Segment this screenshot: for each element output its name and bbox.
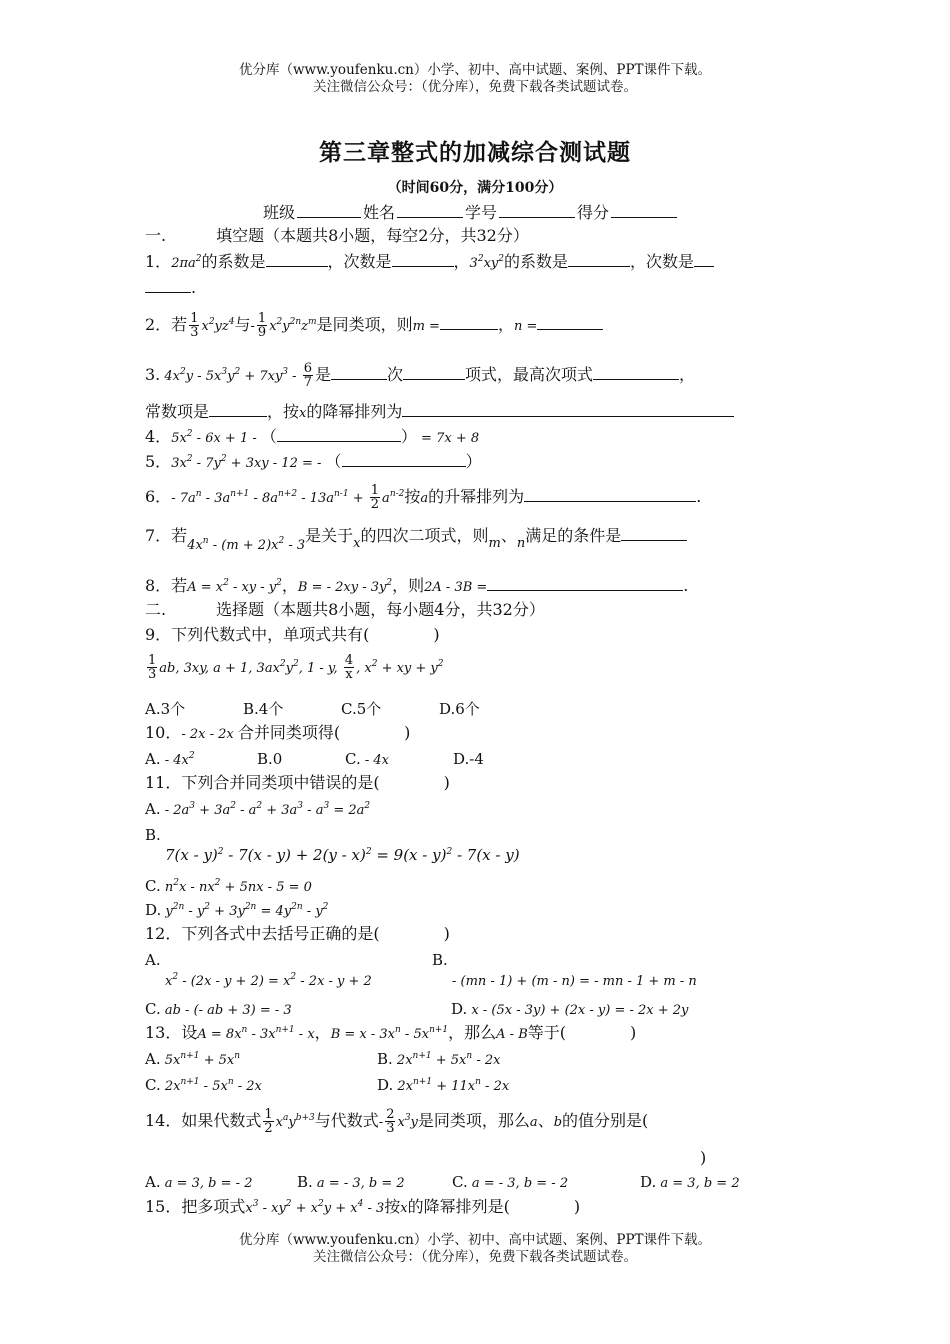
q1-blank-4[interactable]	[694, 252, 714, 267]
question-1: 1．$2\pi a^2$的系数是 ，次数是 ，$3^2xy^2$的系数是 ，次数是	[145, 252, 714, 274]
q14-option-c[interactable]: C. a = - 3, b = - 2	[452, 1173, 569, 1191]
q12-option-a[interactable]: A. $x^2 - (2x - y + 2) = x^2 - 2x - y + 2$	[145, 951, 372, 989]
info-class-blank[interactable]	[297, 203, 361, 218]
section-1-title: 填空题（本题共8小题，每空2分，共32分）	[216, 226, 529, 245]
footer-line-2: 关注微信公众号：（优分库），免费下载各类试题试卷。	[313, 1249, 637, 1265]
section-1-heading	[145, 226, 529, 246]
q3-blank-top-term[interactable]	[593, 365, 679, 380]
page-subtitle: （时间60分，满分100分）	[387, 180, 563, 196]
q10-option-d[interactable]: D.-4	[453, 750, 484, 768]
q9-option-c[interactable]: C.5个	[341, 700, 382, 718]
student-info-row	[263, 200, 679, 223]
q5-blank[interactable]	[342, 452, 466, 467]
q13-option-c[interactable]: C. $2x^{n+1} - 5x^n - 2x$	[145, 1076, 262, 1094]
q12-options-ab	[145, 950, 697, 992]
q6-blank[interactable]	[524, 487, 696, 502]
q7-blank[interactable]	[621, 526, 687, 541]
q1-blank-2[interactable]	[392, 252, 454, 267]
question-15: 15．把多项式$x^3 - xy^2 + x^2y + x^4 - 3$按x的降幂排列是( )	[145, 1197, 581, 1216]
question-9-options	[145, 699, 480, 719]
q14-option-d[interactable]: D. a = 3, b = 2	[640, 1173, 740, 1191]
q8-blank[interactable]	[487, 576, 683, 591]
q3-blank-terms[interactable]	[403, 365, 465, 380]
q13-option-d[interactable]: D. $2x^{n+1} + 11x^n - 2x$	[377, 1076, 510, 1094]
q13-option-a[interactable]: A. $5x^{n+1} + 5x^n$	[145, 1050, 240, 1068]
question-5: 5．$3x^2 - 7y^2 + 3xy - 12$ = - （ ）	[145, 452, 482, 471]
q3-blank-constant[interactable]	[209, 402, 267, 417]
q11-option-d[interactable]: D. $y^{2n} - y^2 + 3y^{2n} = 4y^{2n} - y^2$	[145, 901, 329, 919]
info-score-blank[interactable]	[611, 203, 677, 218]
info-id-blank[interactable]	[499, 203, 575, 218]
q3-blank-order[interactable]	[402, 402, 734, 417]
q11-option-b[interactable]: B. 7(x - y)$^2$ - 7(x - y) + 2(y - x)$^2$ = 9(x - y)$^2$ - 7(x - y)	[145, 826, 520, 864]
q3-blank-degree[interactable]	[331, 365, 387, 380]
question-7: 7．若$_{4x^n - (m + 2)x^2 - 3}$是关于$_x$的四次二项式，则$_m$、$_n$满足的条件是	[145, 526, 687, 548]
question-9: 9．下列代数式中，单项式共有( )	[145, 625, 440, 644]
footer-line-1: 优分库（www.youfenku.cn）小学、初中、高中试题、案例、PPT课件下载。	[238, 1232, 712, 1248]
q10-option-c[interactable]: C. - 4x	[345, 750, 389, 768]
question-11: 11．下列合并同类项中错误的是( )	[145, 773, 450, 792]
info-name-blank[interactable]	[397, 203, 463, 218]
q2-blank-m[interactable]	[440, 315, 498, 330]
q14-option-a[interactable]: A. a = 3, b = - 2	[145, 1173, 253, 1191]
q13-option-b[interactable]: B. $2x^{n+1} + 5x^n - 2x$	[377, 1050, 501, 1068]
q11-option-a[interactable]: A. - $2a^3 + 3a^2 - a^2 + 3a^3 - a^3 = 2a^2$	[145, 800, 371, 818]
question-13: 13．设$A = 8x^n - 3x^{n+1} - x$，$B = x - 3x^n - 5x^{n+1}$，那么A - B等于( )	[145, 1023, 637, 1042]
question-8: 8．若$A = x^2$ - xy - $y^2$，B = - $2xy - 3y^2$，则2A - 3B = .	[145, 576, 689, 595]
q11-option-c[interactable]: C. $n^2x - nx^2 + 5nx - 5 = 0$	[145, 877, 312, 895]
q1-blank-4-cont[interactable]	[145, 278, 191, 293]
q12-option-b[interactable]: B. - (mn - 1) + (m - n) = - mn - 1 + m - n	[432, 951, 697, 989]
info-name-label: 姓名	[363, 203, 396, 222]
q1-blank-1[interactable]	[266, 252, 328, 267]
section-2-heading	[145, 600, 545, 620]
q12-option-d[interactable]: D. x - (5x - 3y) + (2x - y) = - 2x + 2y	[451, 1000, 689, 1018]
q12-option-c[interactable]: C. ab - (- ab + 3) = - 3	[145, 1000, 292, 1018]
question-9-expressions: $\frac{1}{3}$ ab, 3xy, a + 1, $3ax^2y^2$, 1 - y, $\frac{4}{x}$ , $x^2$ + xy + $y^2$	[148, 653, 444, 682]
question-10: 10．- 2x - 2x 合并同类项得( )	[145, 723, 411, 742]
question-3: 3. $4x^2y - 5x^3y^2 + 7xy^3$ - $\frac{6}{7}$ 是 次 项式，最高次项式 ，	[145, 361, 696, 390]
question-1-cont: .	[145, 278, 196, 298]
question-10-options	[145, 749, 484, 771]
page-title: 第三章整式的加减综合测试题	[319, 139, 631, 166]
header-line-2: 关注微信公众号：（优分库），免费下载各类试题试卷。	[313, 79, 637, 95]
q13-options-cd	[145, 1075, 509, 1097]
q1-blank-3[interactable]	[568, 252, 630, 267]
q9-option-b[interactable]: B.4个	[243, 700, 284, 718]
info-id-label: 学号	[465, 203, 498, 222]
header-line-1: 优分库（www.youfenku.cn）小学、初中、高中试题、案例、PPT课件下载。	[238, 62, 712, 78]
section-2-title: 选择题（本题共8小题，每小题4分，共32分）	[216, 600, 545, 619]
question-6: 6．- $7a^n - 3a^{n+1} - 8a^{n+2} - 13a^{n-1}$ + $\frac{1}{2}$ $a^{n-2}$按a的升幂排列为 .	[145, 483, 702, 512]
q9-option-a[interactable]: A.3个	[145, 700, 186, 718]
question-14-close: )	[700, 1148, 707, 1167]
question-2: 2．若 $\frac{1}{3}$ $x^2yz^4$与- $\frac{1}{9}$ $x^2y^{2n}z^m$是同类项，则m = ，n =	[145, 312, 603, 339]
q14-option-b[interactable]: B. a = - 3, b = 2	[297, 1173, 405, 1191]
q12-options-cd	[145, 999, 688, 1021]
section-1-number: 一.	[145, 226, 167, 245]
section-2-number: 二.	[145, 600, 167, 619]
info-score-label: 得分	[577, 203, 610, 222]
question-4: 4．$5x^2 - 6x + 1$ - （ ） = 7x + 8	[145, 427, 480, 446]
info-class-label: 班级	[263, 203, 296, 222]
q9-option-d[interactable]: D.6个	[439, 700, 480, 718]
q2-blank-n[interactable]	[537, 315, 603, 330]
question-3-cont: 常数项是 ，按x的降幂排列为	[145, 402, 734, 424]
q4-blank[interactable]	[277, 427, 401, 442]
question-14: 14．如果代数式 $\frac{1}{2}$ $x^ay^{b+3}$与代数式- $\frac{2}{3}$ $x^3y$是同类项，那么a、b的值分别是(	[145, 1107, 649, 1136]
q10-option-a[interactable]: A. - $4x^2$	[145, 750, 195, 768]
q10-option-b[interactable]: B.0	[257, 750, 283, 768]
q13-options-ab	[145, 1049, 500, 1071]
question-14-options	[145, 1172, 740, 1194]
question-12: 12．下列各式中去括号正确的是( )	[145, 924, 450, 943]
